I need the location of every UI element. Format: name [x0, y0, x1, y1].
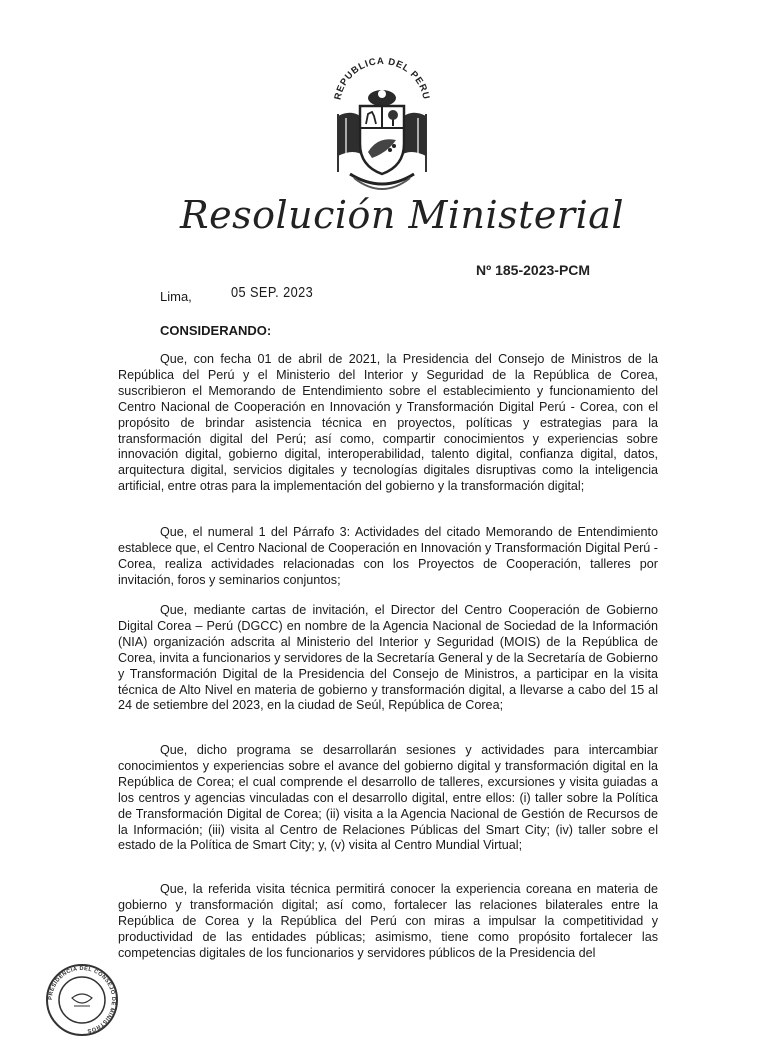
paragraph-text: Que, el numeral 1 del Párrafo 3: Actividades del citado Memorando de Entendimiento establece que, el Centro Nacional de Cooperación en Innovación y Transformación Digital Perú - Corea, realiza actividades relacionadas con los Proyectos de Cooperación, talleres por invitación, foros y seminarios conjuntos;: [118, 525, 658, 587]
official-stamp: [44, 962, 120, 1038]
paragraph: [118, 882, 658, 962]
resolution-number: Nº 185-2023-PCM: [476, 262, 591, 278]
document-title: Resolución Ministerial: [180, 193, 625, 237]
official-stamp-icon: [44, 962, 120, 1038]
paragraph: [118, 743, 658, 854]
stamp-text: PRESIDENCIA DEL CONSEJO DE MINISTROS: [47, 965, 117, 1034]
paragraph-text: Que, con fecha 01 de abril de 2021, la Presidencia del Consejo de Ministros de la República del Perú y el Ministerio del Interior y Seguridad de la República de Corea, suscribieron el Memorando de Entendimiento sobre el establecimiento y funcionamiento del Centro Nacional de Cooperación en Innovación y Transformación Digital Perú - Corea, con el propósito de brindar asistencia técnica en proyectos, políticas y estrategias para la transformación digital del Perú; así como, compartir conocimientos y experiencias sobre innovación digital, gobierno digital, interoperabilidad, talento digital, confianza digital, datos, arquitectura digital, servicios digitales y tecnologías digitales disruptivas como la inteligencia artificial, entre otras para la implementación del gobierno y la transformación digital;: [118, 352, 658, 494]
coat-of-arms-icon: [320, 44, 444, 204]
national-seal: [320, 44, 444, 204]
paragraph-text: Que, dicho programa se desarrollarán sesiones y actividades para intercambiar conocimientos y experiencias sobre el avance del gobierno digital y transformación digital en la República de Corea; el cual comprende el desarrollo de talleres, excursiones y visita guiadas a los centros y agencias vinculadas con el desarrollo digital, entre ellos: (i) taller sobre la Política de Transformación Digital de Corea; (ii) visita a la Agencia Nacional de Gestión de Recursos de la Información; (iii) visita al Centro de Relaciones Públicas del Smart City; (iv) taller sobre el estado de la Política de Smart City; y, (v) visita al Centro Mundial Virtual;: [118, 743, 658, 853]
place-label: Lima,: [160, 289, 192, 304]
paragraph: [118, 603, 658, 714]
section-heading: CONSIDERANDO:: [160, 323, 272, 338]
date-stamp: 05 SEP. 2023: [231, 284, 314, 301]
paragraph-text: Que, la referida visita técnica permitirá conocer la experiencia coreana en materia de gobierno y transformación digital; así como, fortalecer las relaciones bilaterales entre la República de Corea y la República del Perú con miras a impulsar la competitividad y productividad de las entidades públicas; asimismo, tiene como propósito fortalecer las competencias digitales de los funcionarios y servidores públicos de la Presidencia del: [118, 882, 658, 960]
paragraph: [118, 525, 658, 589]
paragraph-text: Que, mediante cartas de invitación, el Director del Centro Cooperación de Gobierno Digital Corea – Perú (DGCC) en nombre de la Agencia Nacional de Sociedad de la Información (NIA) organización adscrita al Ministerio del Interior y Seguridad (MOIS) de la República de Corea, invita a funcionarios y servidores de la Secretaría General y de la Secretaría de Gobierno y Transformación Digital de la Presidencia del Consejo de Ministros, a participar en la visita técnica de Alto Nivel en materia de gobierno y transformación digital, a llevarse a cabo del 15 al 24 de setiembre del 2023, en la ciudad de Seúl, República de Corea;: [118, 603, 658, 713]
seal-caption: REPUBLICA DEL PERU: [332, 55, 432, 101]
paragraph: [118, 352, 658, 495]
